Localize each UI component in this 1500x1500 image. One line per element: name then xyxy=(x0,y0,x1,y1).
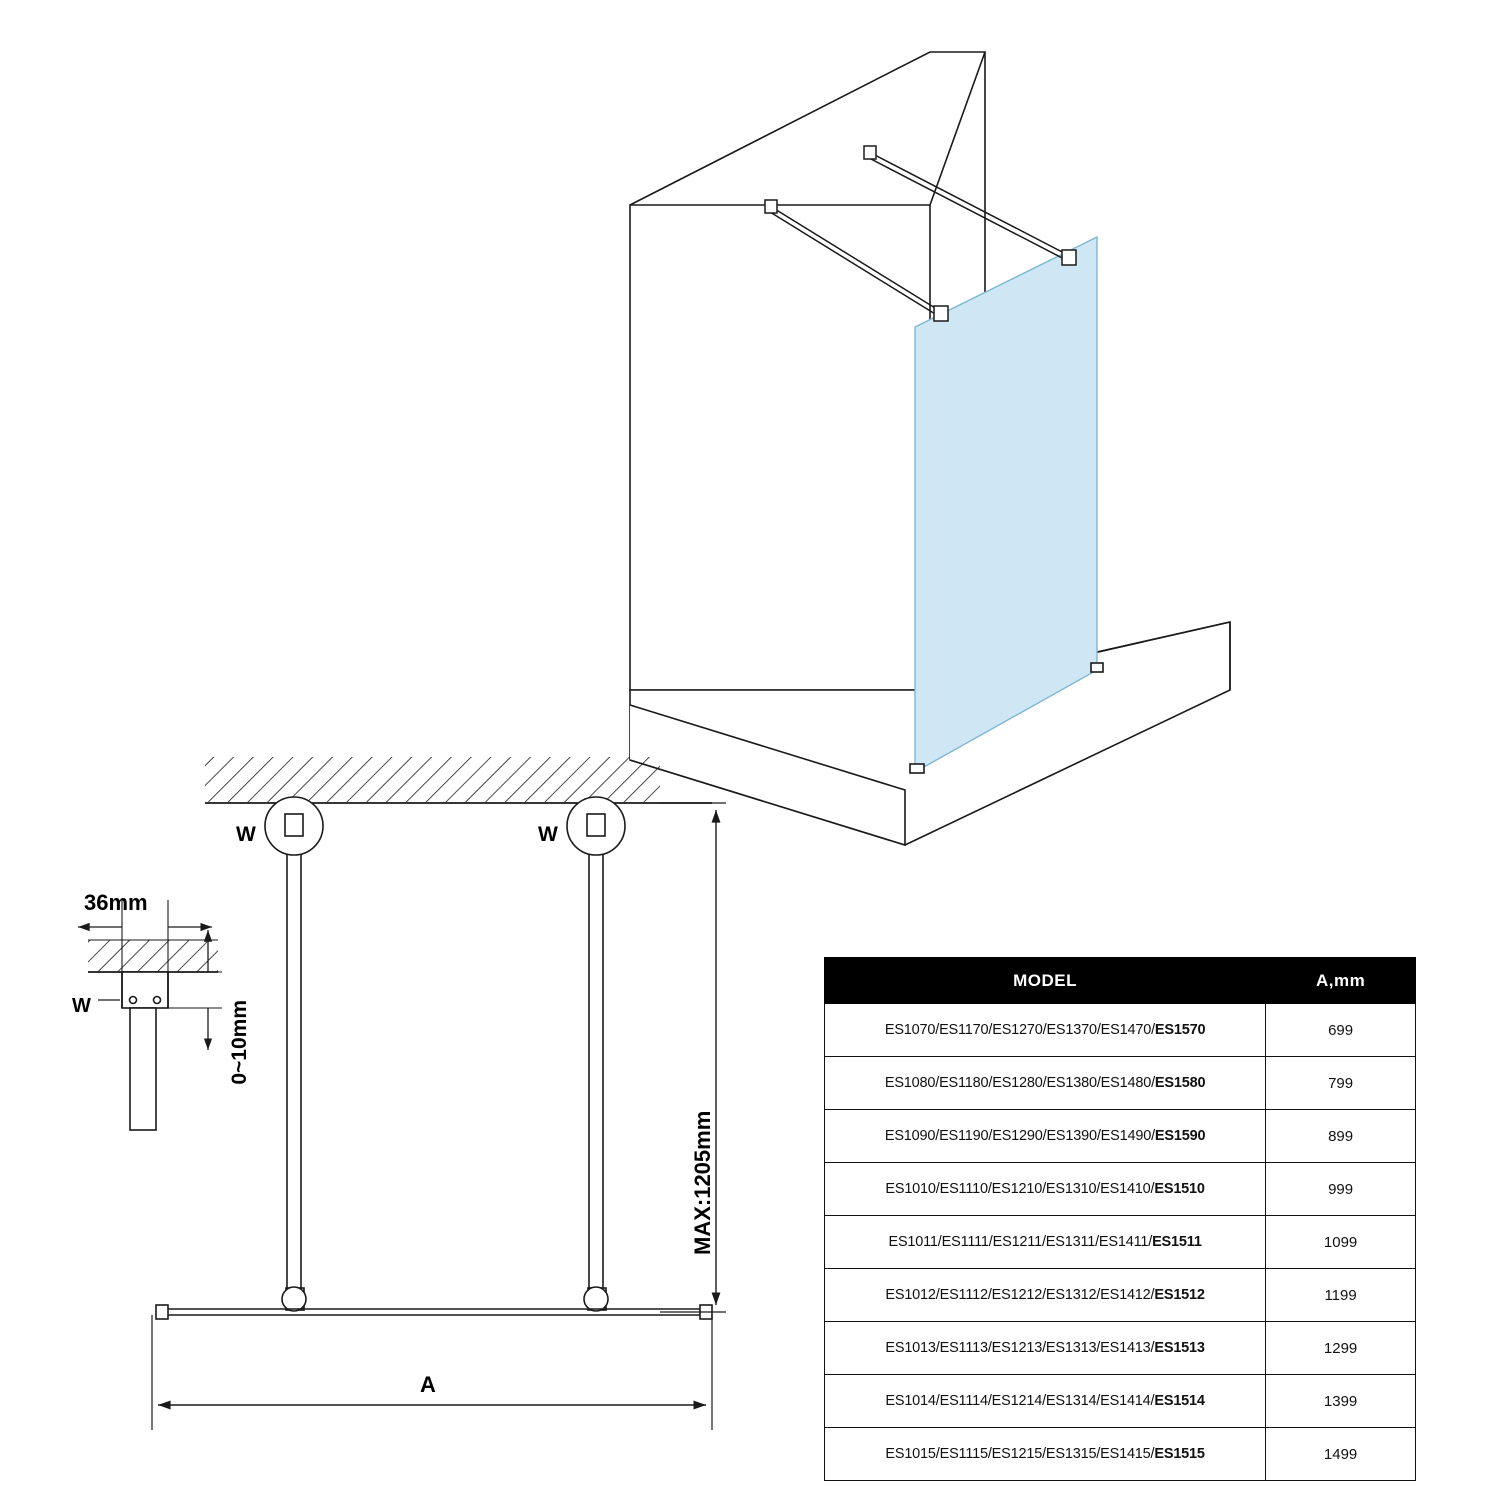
ceiling-hatch xyxy=(205,757,712,803)
cell-model: ES1070/ES1170/ES1270/ES1370/ES1470/ES1570 xyxy=(825,1004,1266,1057)
table-header-row xyxy=(825,958,1416,1004)
bar-left xyxy=(265,797,323,1311)
cell-a-mm: 699 xyxy=(1266,1004,1416,1057)
cell-a-mm: 799 xyxy=(1266,1057,1416,1110)
label-0-10mm: 0~10mm xyxy=(228,1000,251,1085)
detail-view xyxy=(78,900,222,1130)
perspective-view xyxy=(630,52,1230,845)
header-a-mm: A,mm xyxy=(1266,958,1416,1004)
cell-model: ES1080/ES1180/ES1280/ES1380/ES1480/ES1580 xyxy=(825,1057,1266,1110)
cell-model: ES1013/ES1113/ES1213/ES1313/ES1413/ES1513 xyxy=(825,1322,1266,1375)
front-elevation xyxy=(152,757,726,1430)
cell-a-mm: 999 xyxy=(1266,1163,1416,1216)
glass-edge-plan xyxy=(156,1305,712,1319)
table-row xyxy=(825,1110,1416,1163)
bar-right xyxy=(567,797,625,1311)
cell-a-mm: 899 xyxy=(1266,1110,1416,1163)
cell-a-mm: 1099 xyxy=(1266,1216,1416,1269)
label-w-left: W xyxy=(236,823,256,846)
label-width-a: A xyxy=(420,1372,436,1397)
table-row xyxy=(825,1269,1416,1322)
cell-model: ES1011/ES1111/ES1211/ES1311/ES1411/ES1511 xyxy=(825,1216,1266,1269)
cell-model: ES1090/ES1190/ES1290/ES1390/ES1490/ES1590 xyxy=(825,1110,1266,1163)
table-row xyxy=(825,1216,1416,1269)
table-row xyxy=(825,1004,1416,1057)
table-row xyxy=(825,1375,1416,1428)
table-row xyxy=(825,1322,1416,1375)
cell-a-mm: 1399 xyxy=(1266,1375,1416,1428)
cell-a-mm: 1299 xyxy=(1266,1322,1416,1375)
cell-model: ES1014/ES1114/ES1214/ES1314/ES1414/ES1514 xyxy=(825,1375,1266,1428)
table-row xyxy=(825,1428,1416,1481)
label-w-right: W xyxy=(538,823,558,846)
cell-model: ES1010/ES1110/ES1210/ES1310/ES1410/ES1510 xyxy=(825,1163,1266,1216)
model-spec-table xyxy=(824,957,1416,1481)
label-36mm: 36mm xyxy=(84,890,148,915)
cell-a-mm: 1499 xyxy=(1266,1428,1416,1481)
label-w-detail: W xyxy=(72,995,91,1017)
cell-model: ES1012/ES1112/ES1212/ES1312/ES1412/ES1512 xyxy=(825,1269,1266,1322)
table-row xyxy=(825,1057,1416,1110)
detail-wall-hatch xyxy=(88,940,218,972)
header-model: MODEL xyxy=(825,958,1266,1004)
detail-bar xyxy=(130,1008,156,1130)
cell-a-mm: 1199 xyxy=(1266,1269,1416,1322)
cell-model: ES1015/ES1115/ES1215/ES1315/ES1415/ES1515 xyxy=(825,1428,1266,1481)
label-max-height: MAX:1205mm xyxy=(690,1110,715,1255)
table-row xyxy=(825,1163,1416,1216)
detail-bracket xyxy=(122,972,168,1008)
